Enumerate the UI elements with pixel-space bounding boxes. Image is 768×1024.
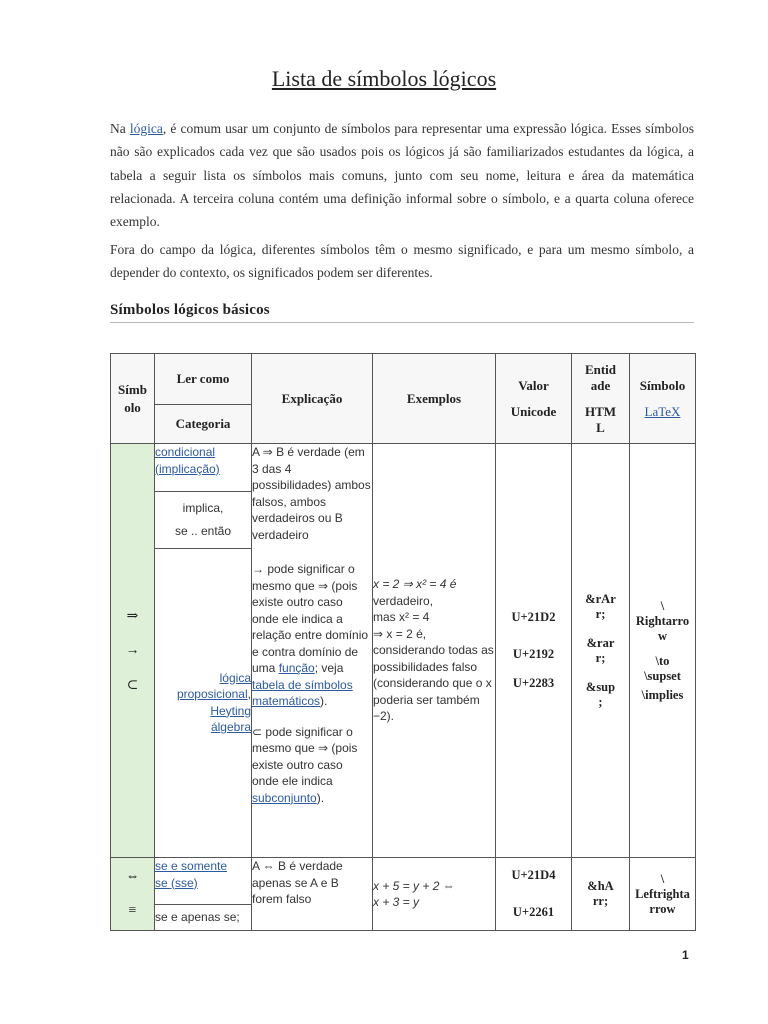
entity-text: r; <box>595 650 606 665</box>
latex-cell <box>630 858 696 931</box>
latex-text: \ <box>660 598 665 613</box>
latex-text: rrow <box>649 901 676 916</box>
table-row <box>111 858 696 931</box>
explanation-text: ⊂ pode significar o mesmo que ⇒ (pois existe outro caso onde ele indica subconjunto). <box>252 724 358 805</box>
link-logica[interactable]: lógica <box>129 121 163 136</box>
table-header-row <box>111 354 696 444</box>
header-text: Símbolo <box>639 377 686 393</box>
latex-text: \supset <box>644 668 681 683</box>
link-implicacao[interactable]: (implicação) <box>155 461 220 476</box>
header-simbolo-latex <box>630 354 696 444</box>
intro-paragraph-1 <box>110 117 694 233</box>
link-proposicional[interactable]: proposicional <box>176 687 248 702</box>
symbol-superset: ⊂ <box>126 677 139 693</box>
symbol-cell <box>111 444 155 858</box>
example-text: x + 3 = y <box>373 895 420 909</box>
intro-text: Na <box>110 121 130 136</box>
symbol-implies: ⇒ <box>126 608 139 624</box>
header-text: L <box>596 419 605 435</box>
example-text: verdadeiro, <box>373 593 434 608</box>
header-simbolo <box>111 354 155 444</box>
explanation-text: A ⇒ B é verdade (em 3 das 4 possibilidades) ambos falsos, ambos verdadeiros ou B verdadeiro <box>252 445 371 542</box>
header-explicacao: Explicação <box>252 354 373 444</box>
symbol-equiv: ≡ <box>128 903 137 918</box>
example-text: x = 2 ⇒ x² = 4 é <box>373 577 457 592</box>
example-cell <box>373 858 496 931</box>
link-heyting[interactable]: Heyting <box>210 703 251 718</box>
header-text: olo <box>124 399 141 415</box>
link-condicional[interactable]: condicional <box>155 445 216 459</box>
unicode-cell <box>496 858 572 931</box>
explanation-text: → pode significar o mesmo que ⇒ (pois existe outro caso onde ele indica a relação entre domínio e contra domínio de uma função; veja tabela de símbolos matemáticos). <box>252 562 369 708</box>
intro-paragraph-2: Fora do campo da lógica, diferentes símbolos têm o mesmo significado, e para um mesmo símbolo, a depender do contexto, os significados podem ser diferentes. <box>110 242 694 281</box>
example-text: considerando todas as possibilidades falso (considerando que o x poderia ser também −2). <box>373 643 494 724</box>
unicode-cell <box>496 444 572 858</box>
entity-text: ; <box>598 694 603 709</box>
header-entidade <box>572 354 630 444</box>
latex-text: Rightarro <box>635 613 690 628</box>
header-exemplos: Exemplos <box>373 354 496 444</box>
example-text: x + 5 = y + 2 ⇔ <box>373 878 455 893</box>
read-text: se e apenas se; <box>155 904 251 930</box>
read-category-cell <box>155 444 252 858</box>
symbol-cell <box>111 858 155 931</box>
read-category-cell <box>155 858 252 931</box>
latex-text: \ <box>660 871 665 886</box>
link-subconjunto[interactable]: subconjunto <box>252 790 317 805</box>
entity-text: &rar <box>586 635 615 650</box>
table-row <box>111 444 696 858</box>
header-text: Valor <box>518 377 549 393</box>
latex-cell <box>630 444 696 858</box>
entity-text: &hA <box>587 879 614 893</box>
link-sse[interactable]: se (sse) <box>155 875 198 890</box>
comma: , <box>247 687 251 702</box>
entity-text: &sup <box>585 679 616 694</box>
explanation-cell: A ⇔ B é verdade apenas se A e B forem falso <box>252 858 373 931</box>
header-text: HTM <box>584 403 617 419</box>
example-cell <box>373 444 496 858</box>
header-ler-text: Ler como <box>155 354 251 405</box>
example-text: ⇒ x = 2 é, <box>373 626 427 641</box>
header-ler-como <box>155 354 252 444</box>
entity-text: &rAr <box>585 591 616 606</box>
page-number: 1 <box>682 948 689 962</box>
symbol-iff: ⇔ <box>125 869 140 884</box>
unicode-value: U+2192 <box>512 647 555 661</box>
entity-text: rr; <box>592 894 609 908</box>
header-text: Símb <box>118 381 147 397</box>
explanation-cell <box>252 444 373 858</box>
link-logica-proposicional[interactable]: lógica <box>219 670 251 685</box>
symbols-table <box>110 353 696 931</box>
read-text: se .. então <box>174 523 232 538</box>
link-latex[interactable]: LaTeX <box>644 403 681 419</box>
header-valor <box>496 354 572 444</box>
latex-text: Leftrighta <box>635 886 690 901</box>
html-entity-cell <box>572 858 630 931</box>
link-se-e-somente[interactable]: se e somente <box>155 859 228 873</box>
unicode-value: U+21D4 <box>511 868 556 882</box>
latex-text: \implies <box>641 687 684 702</box>
entity-text: r; <box>595 606 606 621</box>
html-entity-cell <box>572 444 630 858</box>
header-text: Entid <box>584 361 617 377</box>
symbol-arrow: → <box>125 642 140 658</box>
link-tabela-simbolos[interactable]: tabela de símbolos matemáticos <box>252 677 353 708</box>
unicode-value: U+21D2 <box>511 610 556 624</box>
intro-text: , é comum usar um conjunto de símbolos para representar uma expressão lógica. Esses símbolos não são explicados cada vez que são usados pois os lógicos já são familiarizados estudantes da lógica, a tabela a seguir lista os símbolos mais comuns, junto com seu nome, leitura e área da matemática relacionada. A terceira coluna contém uma definição informal sobre o símbolo, e a quarta coluna oferece exemplo. <box>110 121 694 230</box>
latex-text: \to <box>655 653 670 668</box>
link-algebra[interactable]: álgebra <box>210 720 251 735</box>
header-text: ade <box>590 377 611 393</box>
read-text: implica, <box>182 501 224 515</box>
header-text: Unicode <box>510 403 557 419</box>
latex-text: w <box>657 628 668 643</box>
header-categoria: Categoria <box>155 405 251 444</box>
unicode-value: U+2261 <box>512 905 555 919</box>
example-text: mas x² = 4 <box>373 610 430 625</box>
link-funcao[interactable]: função <box>278 661 315 675</box>
unicode-value: U+2283 <box>512 676 555 690</box>
page-title: Lista de símbolos lógicos <box>271 66 497 91</box>
section-heading: Símbolos lógicos básicos <box>110 302 694 323</box>
